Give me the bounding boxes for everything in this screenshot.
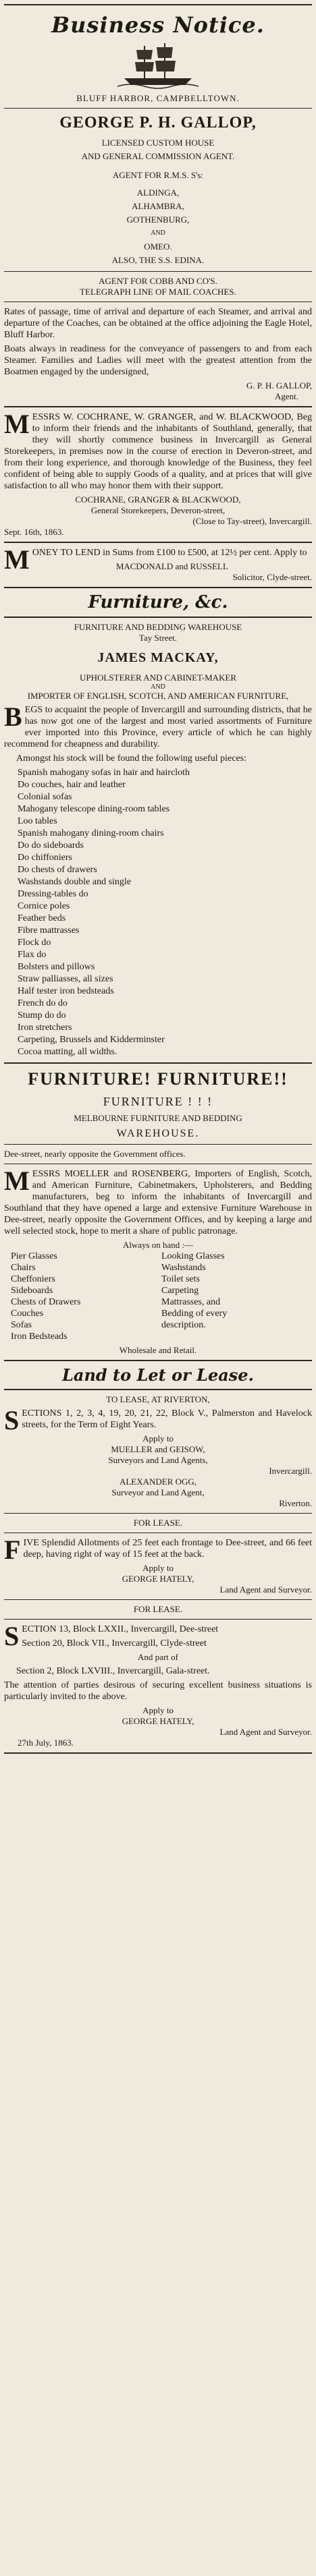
stock-item: Washstands (161, 1263, 206, 1273)
list-item: Do couches, hair and leather (18, 780, 126, 790)
list-item: Flax do (18, 950, 47, 960)
cobb-line2: TELEGRAPH LINE OF MAIL COACHES. (80, 287, 236, 297)
stock-item: Cheffoniers (11, 1274, 55, 1284)
list-item: Spanish mahogany dining-room chairs (18, 828, 164, 838)
drop-cap-m3: M (4, 1166, 30, 1196)
melbourne-line2: WAREHOUSE. (116, 1128, 200, 1139)
attention-paragraph: The attention of parties desirous of securing excellent business situations is particularly invited to the above. (4, 1680, 312, 1702)
stock-item: Pier Glasses (11, 1251, 57, 1261)
money-firm: MACDONALD and RUSSELL (115, 561, 228, 571)
mackay-paragraph: BEGS to acquaint the people of Invercargill and surrounding districts, that he has now got one of the largest and most varied assortments of Furniture ever imported into this Province, every article of which he can highly recommend for cheapness and durability. (4, 702, 312, 749)
always-on-hand: Always on hand :— (122, 1240, 194, 1250)
ogg-role: Surveyor and Land Agent, (111, 1487, 205, 1497)
gallop-sub2: AND GENERAL COMMISSION AGENT. (81, 151, 235, 161)
gallop-agent: Agent. (274, 391, 298, 401)
lease-date: 27th July, 1863. (18, 1738, 74, 1748)
stock-right-column (161, 1251, 312, 1342)
list-item: Stump do do (18, 1010, 66, 1021)
furniture-banner-sub: FURNITURE ! ! ! (103, 1095, 213, 1108)
ship-name: GOTHENBURG, (126, 214, 190, 225)
melbourne-paragraph: MESSRS MOELLER and ROSENBERG, Importers of English, Scotch, and American Furniture, Cabinetmakers, Upholsterers, and Bedding manufacturers, beg to inform the inhabitants of Invercargill and Southland that they have opened a large and extensive Furniture Warehouse in Dee-street, nearly opposite the Government Offices, and by keeping a large and well selected stock, hope to merit a share of public patronage. (4, 1166, 312, 1236)
drop-cap-f: F (4, 1535, 21, 1565)
hately-apply: Apply to (142, 1705, 174, 1715)
list-item: French do do (18, 998, 68, 1008)
mueller-name: MUELLER and GEISOW, (111, 1444, 205, 1454)
rates-paragraph: Rates of passage, time of arrival and departure of each Steamer, and arrival and departure of the Coaches, can be obtained at the office adjoining the Eagle Hotel, Bluff Harbor. (4, 307, 312, 340)
melbourne-line1: MELBOURNE FURNITURE AND BEDDING (74, 1113, 242, 1123)
mueller-place: Invercargill. (269, 1466, 312, 1476)
riverton-paragraph: SECTIONS 1, 2, 3, 4, 19, 20, 21, 22, Block V., Palmerston and Havelock streets, for the Term of Eight Years. (4, 1405, 312, 1435)
list-item: Loo tables (18, 816, 57, 826)
list-item: Dressing-tables do (18, 889, 88, 899)
stock-item: Sideboards (11, 1286, 53, 1296)
cochrane-date: Sept. 16th, 1863. (4, 527, 64, 537)
also-edina: ALSO, THE S.S. EDINA. (111, 255, 205, 265)
drop-cap-m: M (4, 409, 30, 439)
furniture-heading: Furniture, &c. (88, 592, 228, 612)
list-item: Mahogany telescope dining-room tables (18, 804, 170, 814)
list-item: Do chests of drawers (18, 865, 97, 875)
list-item: Flock do (18, 938, 51, 948)
stock-item: description. (161, 1320, 206, 1330)
wholesale-retail: Wholesale and Retail. (119, 1345, 197, 1355)
list-item: Bolsters and pillows (18, 962, 95, 972)
ogg-place: Riverton. (279, 1498, 312, 1508)
gallop-signature: G. P. H. GALLOP, (246, 380, 312, 391)
mackay-and: AND (151, 683, 165, 691)
mackay-amongst: Amongst his stock will be found the following useful pieces: (16, 753, 247, 764)
stock-item: Carpeting (161, 1286, 199, 1296)
hately-role: Land Agent and Surveyor. (219, 1584, 312, 1595)
warehouse-line2: Tay Street. (138, 633, 178, 643)
list-item: Feather beds (18, 913, 66, 923)
cochrane-line2: (Close to Tay-street), Invercargill. (192, 516, 312, 526)
gallop-name: GEORGE P. H. GALLOP, (59, 114, 257, 132)
list-item: Fibre mattrasses (18, 925, 80, 936)
stock-item: Couches (11, 1309, 44, 1319)
hately-name: GEORGE HATELY, (122, 1574, 194, 1584)
top-rule (4, 4, 312, 5)
riverton-heading: TO LEASE, AT RIVERTON, (106, 1394, 210, 1404)
section13-paragraph: SECTION 13, Block LXXII., Invercargill, Dee-street (4, 1621, 219, 1651)
stock-item: Mattrasses, and (161, 1297, 221, 1307)
melbourne-location: Dee-street, nearly opposite the Government offices. (4, 1149, 186, 1159)
stock-left-column (11, 1251, 161, 1342)
stock-item: Chairs (11, 1263, 36, 1273)
stock-item: Iron Bedsteads (11, 1332, 68, 1342)
mackay-item-list (4, 767, 312, 1058)
ogg-name: ALEXANDER OGG, (119, 1477, 197, 1487)
money-paragraph: MONEY TO LEND in Sums from £100 to £500, at 12½ per cent. Apply to (4, 544, 307, 575)
mackay-importer: IMPORTER OF ENGLISH, SCOTCH, AND AMERICAN FURNITURE, (27, 691, 289, 701)
location-line: BLUFF HARBOR, CAMPBELLTOWN. (76, 93, 240, 103)
ship-name: ALHAMBRA, (132, 201, 184, 211)
and-part-of: And part of (138, 1652, 178, 1662)
stock-item: Bedding of every (161, 1309, 228, 1319)
drop-cap-m2: M (4, 544, 30, 575)
stock-columns (4, 1251, 312, 1342)
mackay-name: JAMES MACKAY, (97, 650, 219, 665)
list-item: Washstands double and single (18, 877, 132, 887)
cochrane-line1: General Storekeepers, Deveron-street, (90, 505, 226, 515)
agent-for: AGENT FOR R.M.S. S's: (112, 170, 204, 180)
cobb-line1: AGENT FOR COBB AND CO'S. (99, 276, 217, 286)
cochrane-paragraph: MESSRS W. COCHRANE, W. GRANGER, and W. BLACKWOOD, Beg to inform their friends and the inhabitants of Southland, generally, that they will shortly commence business in Invercargill as General Storekeepers, in premises now in the course of erection in Deveron-street, and from their long experience, and thorough knowledge of the Business, they feel confident of being able to supply Goods of a quality, and at prices that will give satisfaction to all who may honor them with their support. (4, 409, 312, 491)
allotments-apply: Apply to (142, 1563, 174, 1573)
business-notice-heading: Business Notice. (51, 12, 265, 38)
stock-item: Looking Glasses (161, 1251, 225, 1261)
section2-paragraph: Section 2, Block LXVIII., Invercargill, Gala-street. (16, 1666, 210, 1676)
for-lease-heading: FOR LEASE. (133, 1518, 183, 1528)
stock-item: Toilet sets (161, 1274, 200, 1284)
list-item: Straw palliasses, all sizes (18, 974, 113, 984)
cochrane-firm: COCHRANE, GRANGER & BLACKWOOD, (75, 494, 241, 505)
hately-name-2: GEORGE HATELY, (122, 1716, 194, 1726)
allotments-paragraph: FIVE Splendid Allotments of 25 feet each frontage to Dee-street, and 66 feet deep, having right of way of 15 feet at the back. (4, 1535, 312, 1565)
gallop-sub1: LICENSED CUSTOM HOUSE (101, 138, 215, 148)
money-solicitor: Solicitor, Clyde-street. (232, 572, 312, 582)
drop-cap-s: S (4, 1405, 20, 1435)
stock-item: Sofas (11, 1320, 32, 1330)
newspaper-column (4, 0, 312, 1758)
ship-icon (117, 40, 199, 89)
land-heading: Land to Let or Lease. (62, 1365, 254, 1385)
mueller-role: Surveyors and Land Agents, (108, 1455, 208, 1465)
list-item: Iron stretchers (18, 1023, 72, 1033)
section20-paragraph: Section 20, Block VII., Invercargill, Clyde-street (22, 1638, 207, 1649)
list-item: Half tester iron bedsteads (18, 986, 114, 996)
furniture-banner: FURNITURE! FURNITURE!! (28, 1069, 288, 1089)
mackay-trade: UPHOLSTERER AND CABINET-MAKER (79, 672, 237, 683)
ship-and: AND (151, 229, 165, 237)
list-item: Colonial sofas (18, 792, 72, 802)
ship-name: ALDINGA, (136, 188, 180, 198)
list-item: Cocoa matting, all widths. (18, 1047, 117, 1057)
stock-item: Chests of Drawers (11, 1297, 81, 1307)
warehouse-line1: FURNITURE AND BEDDING WAREHOUSE (74, 622, 242, 632)
drop-cap-s2: S (4, 1621, 20, 1651)
list-item: Cornice poles (18, 901, 70, 911)
ship-name: OMEO. (144, 241, 172, 252)
list-item: Do do sideboards (18, 840, 84, 851)
hately-role-2: Land Agent and Surveyor. (219, 1727, 312, 1737)
riverton-apply: Apply to (142, 1433, 174, 1443)
list-item: Carpeting, Brussels and Kidderminster (18, 1035, 165, 1045)
drop-cap-b: B (4, 702, 22, 732)
list-item: Spanish mahogany sofas in hair and haircloth (18, 768, 190, 778)
boats-paragraph: Boats always in readiness for the conveyance of passengers to and from each Steamer. Families and Ladies will meet with the greatest attention from the Boatmen engaged by the undersigned, (4, 344, 312, 377)
for-lease-heading-2: FOR LEASE. (133, 1604, 183, 1614)
list-item: Do chiffoniers (18, 853, 72, 863)
ship-list (4, 186, 312, 254)
